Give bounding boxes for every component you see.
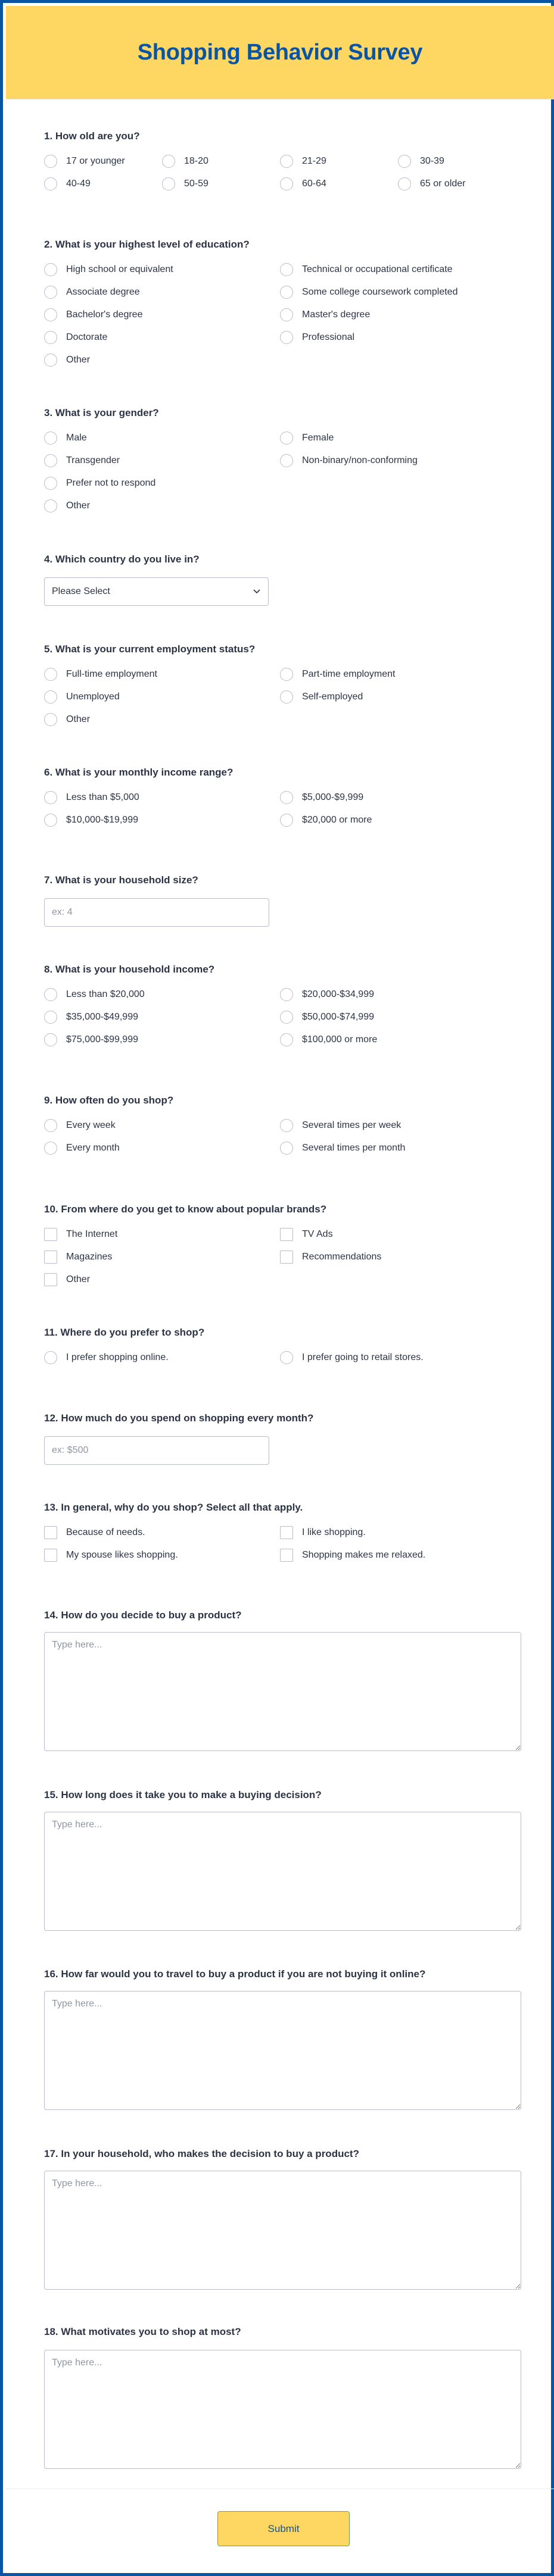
option-radio[interactable] [280, 1010, 374, 1024]
decide-to-buy-textarea[interactable] [44, 1632, 521, 1751]
option-label: Unemployed [66, 692, 120, 702]
option-label: 65 or older [420, 179, 466, 189]
option-label: Self-employed [302, 692, 363, 702]
option-label: Other [66, 355, 91, 365]
option-radio[interactable] [280, 308, 370, 322]
checkbox-icon[interactable] [44, 1251, 57, 1264]
checkbox-icon[interactable] [280, 1228, 293, 1241]
radio-button-icon[interactable] [44, 1142, 57, 1155]
option-radio[interactable] [44, 790, 139, 805]
radio-button-icon[interactable] [398, 177, 411, 190]
option-label: Other [66, 714, 91, 724]
radio-button-icon[interactable] [162, 155, 175, 168]
question-title: 12. How much do you spend on shopping every month? [44, 1412, 314, 1424]
option-label: Magazines [66, 1252, 113, 1262]
radio-button-icon[interactable] [280, 454, 293, 467]
radio-button-icon[interactable] [44, 1119, 57, 1132]
household-size-input[interactable] [44, 898, 269, 927]
option-radio[interactable] [44, 1350, 169, 1365]
option-label: I prefer going to retail stores. [302, 1352, 424, 1362]
option-label: Bachelor's degree [66, 310, 143, 320]
option-checkbox[interactable] [280, 1250, 381, 1264]
question-title: 17. In your household, who makes the decision to buy a product? [44, 2148, 359, 2159]
option-checkbox[interactable] [44, 1548, 178, 1562]
radio-button-icon[interactable] [280, 155, 293, 168]
option-checkbox[interactable] [280, 1548, 425, 1562]
radio-button-icon[interactable] [44, 477, 57, 490]
option-radio[interactable] [44, 690, 120, 704]
option-checkbox[interactable] [44, 1227, 117, 1242]
question-title: 2. What is your highest level of education? [44, 239, 250, 250]
radio-button-icon[interactable] [44, 286, 57, 299]
radio-button-icon[interactable] [44, 814, 57, 827]
option-label: Full-time employment [66, 669, 157, 679]
option-radio[interactable] [44, 330, 107, 345]
checkbox-icon[interactable] [280, 1526, 293, 1539]
option-label: Because of needs. [66, 1527, 145, 1537]
submit-button[interactable]: Submit [217, 2511, 350, 2546]
option-radio[interactable] [44, 177, 91, 191]
option-checkbox[interactable] [44, 1525, 145, 1540]
option-label: Several times per week [302, 1120, 402, 1130]
option-label: $20,000 or more [302, 815, 372, 825]
radio-button-icon[interactable] [44, 791, 57, 804]
option-radio[interactable] [44, 1118, 116, 1133]
option-radio[interactable] [162, 154, 208, 168]
radio-button-icon[interactable] [44, 354, 57, 367]
country-dropdown[interactable] [44, 577, 269, 606]
radio-button-icon[interactable] [280, 331, 293, 344]
option-radio[interactable] [280, 1118, 401, 1133]
radio-button-icon[interactable] [44, 1011, 57, 1024]
option-radio[interactable] [280, 285, 457, 299]
motivation-textarea[interactable] [44, 2350, 521, 2469]
option-radio[interactable] [44, 1010, 138, 1024]
option-radio[interactable] [44, 712, 90, 727]
radio-button-icon[interactable] [44, 263, 57, 276]
option-radio[interactable] [280, 154, 326, 168]
option-radio[interactable] [44, 667, 157, 681]
option-label: 18-20 [184, 156, 208, 166]
option-radio[interactable] [162, 177, 208, 191]
question-title: 5. What is your current employment status? [44, 643, 256, 655]
option-checkbox[interactable] [280, 1525, 366, 1540]
option-checkbox[interactable] [280, 1227, 333, 1242]
question-title: 6. What is your monthly income range? [44, 767, 234, 778]
radio-button-icon[interactable] [44, 668, 57, 681]
checkbox-icon[interactable] [280, 1251, 293, 1264]
decision-time-textarea[interactable] [44, 1812, 521, 1931]
option-label: $75,000-$99,999 [66, 1034, 138, 1045]
option-label: Part-time employment [302, 669, 396, 679]
radio-button-icon[interactable] [280, 791, 293, 804]
option-label: Shopping makes me relaxed. [302, 1550, 426, 1560]
radio-button-icon[interactable] [44, 1033, 57, 1046]
option-label: Professional [302, 332, 355, 342]
form-title: Shopping Behavior Survey [137, 39, 423, 65]
option-label: Other [66, 1274, 91, 1284]
radio-button-icon[interactable] [162, 177, 175, 190]
option-label: Associate degree [66, 287, 140, 297]
option-radio[interactable] [280, 987, 374, 1002]
option-radio[interactable] [280, 1033, 377, 1047]
question-title: 9. How often do you shop? [44, 1095, 174, 1106]
option-radio[interactable] [280, 330, 354, 345]
option-label: $35,000-$49,999 [66, 1012, 138, 1022]
question-title: 14. How do you decide to buy a product? [44, 1609, 242, 1621]
radio-button-icon[interactable] [280, 1351, 293, 1364]
question-title: 7. What is your household size? [44, 874, 198, 886]
option-label: $100,000 or more [302, 1034, 378, 1045]
option-label: Less than $5,000 [66, 792, 139, 802]
option-radio[interactable] [280, 1350, 424, 1365]
option-radio[interactable] [280, 690, 363, 704]
radio-button-icon[interactable] [398, 155, 411, 168]
option-label: Less than $20,000 [66, 989, 145, 999]
radio-button-icon[interactable] [44, 155, 57, 168]
radio-button-icon[interactable] [44, 454, 57, 467]
option-radio[interactable] [44, 431, 87, 445]
option-radio[interactable] [44, 154, 125, 168]
option-radio[interactable] [44, 262, 173, 277]
option-label: I prefer shopping online. [66, 1352, 169, 1362]
radio-button-icon[interactable] [280, 690, 293, 704]
option-radio[interactable] [44, 285, 140, 299]
option-label: $10,000-$19,999 [66, 815, 138, 825]
monthly-spend-input[interactable] [44, 1436, 269, 1465]
option-label: Some college coursework completed [302, 287, 458, 297]
dropdown-value: Please Select [52, 586, 110, 596]
option-label: Technical or occupational certificate [302, 264, 453, 274]
option-label: Several times per month [302, 1143, 406, 1153]
radio-button-icon[interactable] [280, 988, 293, 1001]
option-label: Recommendations [302, 1252, 382, 1262]
option-label: Prefer not to respond [66, 478, 156, 488]
option-radio[interactable] [44, 813, 138, 827]
option-label: High school or equivalent [66, 264, 173, 274]
radio-button-icon[interactable] [280, 286, 293, 299]
option-radio[interactable] [280, 790, 363, 805]
question-title: 15. How long does it take you to make a buying decision? [44, 1789, 322, 1800]
option-radio[interactable] [398, 154, 444, 168]
option-radio[interactable] [280, 1141, 405, 1155]
checkbox-icon[interactable] [44, 1228, 57, 1241]
radio-button-icon[interactable] [44, 432, 57, 445]
option-label: 50-59 [184, 179, 208, 189]
option-label: Other [66, 501, 91, 511]
option-radio[interactable] [280, 431, 334, 445]
option-label: TV Ads [302, 1229, 333, 1239]
question-title: 10. From where do you get to know about popular brands? [44, 1203, 327, 1215]
option-radio[interactable] [44, 353, 90, 367]
checkbox-icon[interactable] [44, 1273, 57, 1286]
option-radio[interactable] [44, 987, 145, 1002]
radio-button-icon[interactable] [44, 308, 57, 321]
option-label: Male [66, 433, 87, 443]
radio-button-icon[interactable] [44, 713, 57, 726]
radio-button-icon[interactable] [44, 690, 57, 704]
radio-button-icon[interactable] [44, 499, 57, 512]
radio-button-icon[interactable] [280, 1011, 293, 1024]
option-label: 60-64 [302, 179, 326, 189]
travel-distance-textarea[interactable] [44, 1991, 521, 2110]
radio-button-icon[interactable] [44, 177, 57, 190]
radio-button-icon[interactable] [280, 1033, 293, 1046]
household-decision-textarea[interactable] [44, 2171, 521, 2290]
option-radio[interactable] [280, 454, 418, 468]
question-title: 11. Where do you prefer to shop? [44, 1327, 205, 1338]
option-label: 40-49 [66, 179, 91, 189]
option-radio[interactable] [280, 667, 396, 681]
option-label: Female [302, 433, 334, 443]
option-radio[interactable] [44, 476, 155, 490]
option-radio[interactable] [280, 262, 453, 277]
option-label: Every month [66, 1143, 120, 1153]
radio-button-icon[interactable] [280, 668, 293, 681]
checkbox-icon[interactable] [44, 1549, 57, 1562]
option-radio[interactable] [44, 454, 120, 468]
option-label: 30-39 [420, 156, 444, 166]
form-header [6, 6, 554, 99]
radio-button-icon[interactable] [280, 177, 293, 190]
radio-button-icon[interactable] [280, 432, 293, 445]
option-radio[interactable] [44, 308, 142, 322]
option-checkbox[interactable] [44, 1250, 112, 1264]
radio-button-icon[interactable] [44, 988, 57, 1001]
option-radio[interactable] [44, 1033, 138, 1047]
option-label: Transgender [66, 455, 120, 465]
option-label: 17 or younger [66, 156, 125, 166]
option-label: I like shopping. [302, 1527, 366, 1537]
option-label: $50,000-$74,999 [302, 1012, 374, 1022]
radio-button-icon[interactable] [44, 331, 57, 344]
option-radio[interactable] [44, 499, 90, 513]
option-label: The Internet [66, 1229, 118, 1239]
option-checkbox[interactable] [44, 1273, 90, 1287]
question-title: 13. In general, why do you shop? Select all that apply. [44, 1502, 303, 1513]
option-radio[interactable] [280, 177, 326, 191]
option-label: Every week [66, 1120, 116, 1130]
option-label: Doctorate [66, 332, 108, 342]
question-title: 3. What is your gender? [44, 407, 159, 418]
option-label: My spouse likes shopping. [66, 1550, 178, 1560]
option-radio[interactable] [44, 1141, 120, 1155]
question-title: 1. How old are you? [44, 130, 140, 142]
option-label: Non-binary/non-conforming [302, 455, 418, 465]
question-title: 16. How far would you to travel to buy a product if you are not buying it online? [44, 1968, 426, 1980]
option-radio[interactable] [398, 177, 466, 191]
option-label: $5,000-$9,999 [302, 792, 364, 802]
option-radio[interactable] [280, 813, 372, 827]
radio-button-icon[interactable] [44, 1351, 57, 1364]
chevron-down-icon [253, 587, 261, 596]
radio-button-icon[interactable] [280, 1119, 293, 1132]
question-title: 8. What is your household income? [44, 964, 215, 975]
radio-button-icon[interactable] [280, 308, 293, 321]
question-title: 18. What motivates you to shop at most? [44, 2326, 241, 2337]
question-title: 4. Which country do you live in? [44, 554, 200, 565]
checkbox-icon[interactable] [280, 1549, 293, 1562]
radio-button-icon[interactable] [280, 263, 293, 276]
radio-button-icon[interactable] [280, 814, 293, 827]
radio-button-icon[interactable] [280, 1142, 293, 1155]
checkbox-icon[interactable] [44, 1526, 57, 1539]
option-label: 21-29 [302, 156, 326, 166]
option-label: $20,000-$34,999 [302, 989, 374, 999]
option-label: Master's degree [302, 310, 371, 320]
